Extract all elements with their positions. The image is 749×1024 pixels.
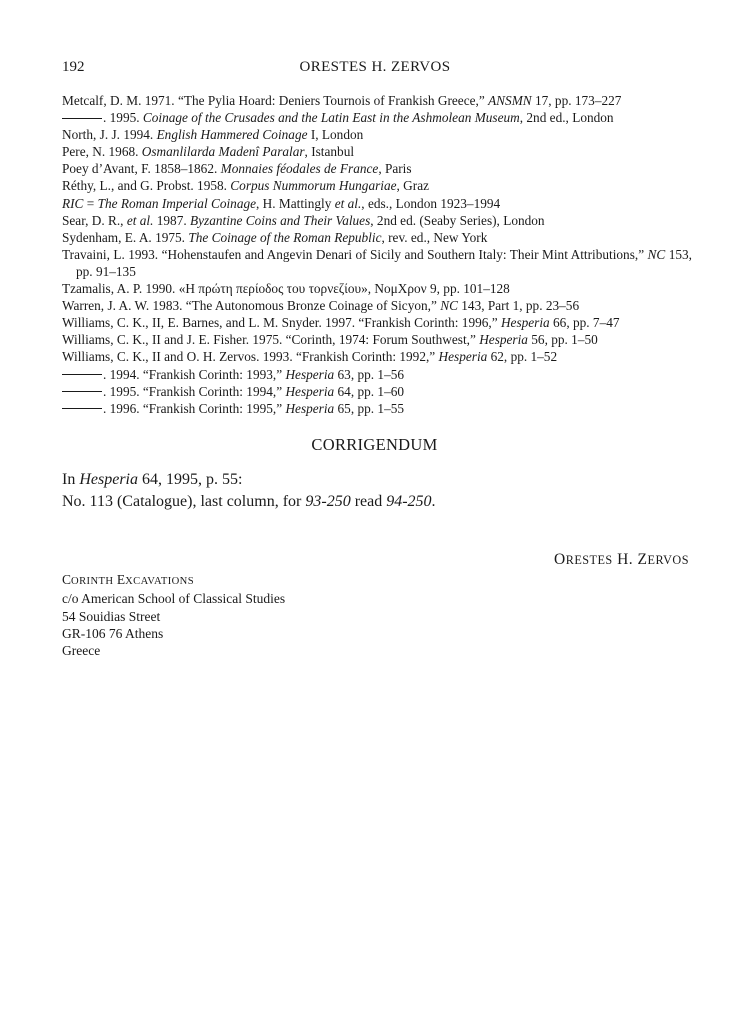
ditto-dash — [62, 374, 102, 375]
reference-text: Pere, N. 1968. — [62, 144, 142, 160]
italic-title: et al. — [126, 212, 154, 228]
reference-entry — [62, 212, 692, 229]
reference-entry — [62, 297, 692, 314]
ditto-dash — [62, 118, 102, 119]
reference-text: = — [83, 195, 98, 211]
reference-text: . 1994. “Frankish Corinth: 1993,” — [103, 366, 286, 382]
reference-text: Metcalf, D. M. 1971. “The Pylia Hoard: Deniers Tournois of Frankish Greece,” — [62, 93, 489, 108]
reference-entry — [62, 400, 692, 417]
reference-text: North, J. J. 1994. — [62, 127, 157, 143]
reference-text: 62, pp. 1–52 — [487, 349, 558, 365]
reference-text: . 1995. — [103, 110, 143, 126]
old-value: 93-250 — [305, 492, 351, 510]
reference-text: , 2nd ed. (Seaby Series), London — [370, 212, 545, 228]
reference-text: Warren, J. A. W. 1983. “The Autonomous Bronze Coinage of Sicyon,” — [62, 298, 441, 314]
page-number: 192 — [62, 59, 85, 75]
italic-title: ANSMN — [488, 93, 532, 108]
italic-title: English Hammered Coinage — [156, 127, 308, 143]
reference-text: Sydenham, E. A. 1975. — [62, 229, 189, 245]
italic-title: Hesperia — [285, 383, 335, 399]
italic-title: Osmanlilarda Madenî Paralar — [141, 144, 305, 160]
italic-title: Hesperia — [479, 332, 528, 348]
reference-text: 56, pp. 1–50 — [527, 332, 598, 348]
italic-title: Byzantine Coins and Their Values — [190, 212, 371, 228]
address-institution: CORINTH EXCAVATIONS — [62, 572, 195, 587]
reference-text: 143, Part 1, pp. 23–56 — [457, 298, 580, 314]
reference-entry — [62, 383, 692, 400]
address-line: c/o American School of Classical Studies — [62, 591, 286, 607]
reference-text: 153, pp. 91–135 — [76, 246, 692, 279]
bibliography-list — [62, 92, 692, 417]
reference-text: , Paris — [378, 161, 412, 177]
corrigendum-line-1: In Hesperia 64, 1995, p. 55: — [62, 471, 243, 488]
italic-title: NC — [440, 298, 458, 314]
reference-text: Williams, C. K., II and O. H. Zervos. 1993. “Frankish Corinth: 1992,” — [62, 349, 439, 365]
corrigendum-body — [62, 469, 702, 512]
reference-text: . 1996. “Frankish Corinth: 1995,” — [103, 400, 286, 416]
reference-text: 65, pp. 1–55 — [334, 400, 405, 416]
italic-title: RIC — [62, 195, 84, 211]
reference-text: Williams, C. K., II and J. E. Fisher. 1975. “Corinth, 1974: Forum Southwest,” — [62, 332, 480, 348]
reference-entry — [62, 109, 692, 126]
author-address — [62, 571, 285, 659]
reference-entry — [62, 143, 692, 160]
reference-text: , 2nd ed., London — [519, 110, 614, 126]
italic-title: The Coinage of the Roman Republic — [188, 229, 382, 245]
reference-entry — [62, 280, 692, 297]
italic-title: Hesperia — [285, 366, 335, 382]
reference-entry — [62, 126, 692, 143]
address-line: GR-106 76 Athens — [62, 625, 164, 641]
reference-entry — [62, 348, 692, 365]
reference-text: Sear, D. R., — [62, 212, 127, 228]
author-signature: ORESTES H. ZERVOS — [553, 551, 689, 568]
reference-text: . 1995. “Frankish Corinth: 1994,” — [103, 383, 286, 399]
reference-entry — [62, 314, 692, 331]
reference-text: Réthy, L., and G. Probst. 1958. — [62, 178, 231, 194]
italic-title: Hesperia — [438, 349, 488, 365]
corrigendum-line-2: No. 113 (Catalogue), last column, for 93-250 read 94-250. — [62, 492, 436, 510]
reference-text: I, London — [307, 127, 364, 143]
reference-text: Williams, C. K., II, E. Barnes, and L. M. Snyder. 1997. “Frankish Corinth: 1996,” — [62, 315, 501, 331]
italic-title: et al. — [334, 195, 362, 211]
address-line: 54 Souidias Street — [62, 608, 161, 624]
reference-entry — [62, 366, 692, 383]
reference-text: , H. Mattingly — [256, 195, 335, 211]
new-value: 94-250 — [386, 492, 432, 510]
reference-text: , Istanbul — [304, 144, 355, 160]
reference-text: Travaini, L. 1993. “Hohenstaufen and Angevin Denari of Sicily and Southern Italy: Their Mint Attributions,” — [62, 246, 648, 262]
reference-text: 17, pp. 173–227 — [531, 93, 622, 108]
reference-text: , rev. ed., New York — [381, 229, 488, 245]
reference-entry — [62, 195, 692, 212]
reference-text: Tzamalis, A. P. 1990. «Η πρώτη περίοδος του τορνεζίου», ΝομΧρον 9, pp. 101–128 — [62, 281, 510, 297]
page-header — [62, 59, 688, 81]
italic-title: Monnaies féodales de France — [220, 161, 379, 177]
reference-entry — [62, 331, 692, 348]
reference-entry — [62, 177, 692, 194]
reference-text: 66, pp. 7–47 — [549, 315, 620, 331]
reference-text: , Graz — [396, 178, 430, 194]
italic-title: Coinage of the Crusades and the Latin East in the Ashmolean Museum — [142, 110, 520, 126]
reference-text: , eds., London 1923–1994 — [361, 195, 501, 211]
journal-name: Hesperia — [79, 471, 138, 488]
italic-title: Hesperia — [500, 315, 550, 331]
reference-entry — [62, 246, 692, 280]
italic-title: Corpus Nummorum Hungariae — [230, 178, 397, 194]
reference-text: Poey d’Avant, F. 1858–1862. — [62, 161, 221, 177]
reference-entry — [62, 229, 692, 246]
ditto-dash — [62, 408, 102, 409]
running-head: ORESTES H. ZERVOS — [299, 59, 451, 75]
reference-entry — [62, 160, 692, 177]
address-line: Greece — [62, 643, 101, 659]
italic-title: Hesperia — [285, 400, 335, 416]
italic-title: NC — [647, 246, 666, 262]
ditto-dash — [62, 391, 102, 392]
corrigendum-heading: CORRIGENDUM — [311, 435, 438, 454]
reference-entry — [62, 92, 692, 109]
italic-title: The Roman Imperial Coinage — [97, 195, 257, 211]
reference-text: 64, pp. 1–60 — [334, 383, 405, 399]
reference-text: 63, pp. 1–56 — [334, 366, 405, 382]
reference-text: 1987. — [153, 212, 191, 228]
